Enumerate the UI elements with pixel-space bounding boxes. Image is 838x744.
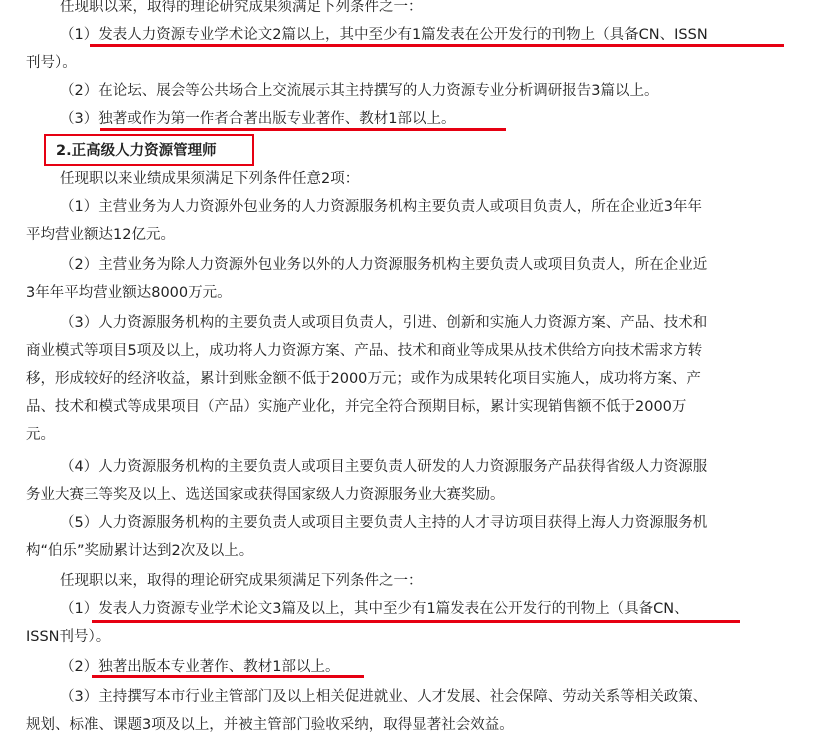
paragraph-theory-intro-2: 任现职以来，取得的理论研究成果须满足下列条件之一： bbox=[60, 573, 423, 589]
item-2-reports: （2）在论坛、展会等公共场合上交流展示其主持撰写的人力资源专业分析调研报告3篇以上。 bbox=[60, 83, 659, 99]
item-1-papers: （1）发表人力资源专业学术论文2篇以上，其中至少有1篇发表在公开发行的刊物上（具备CN、ISSN bbox=[60, 27, 708, 43]
perf-item-3-line2: 商业模式等项目5项及以上，成功将人力资源方案、产品、技术和商业等成果从技术供给方向技术需求方转 bbox=[26, 343, 703, 359]
theory-item-1: （1）发表人力资源专业学术论文3篇及以上，其中至少有1篇发表在公开发行的刊物上（具备CN、 bbox=[60, 601, 689, 617]
perf-item-5-cont: 构“伯乐”奖励累计达到2次及以上。 bbox=[26, 543, 254, 559]
perf-item-4-cont: 务业大赛三等奖及以上、选送国家或获得国家级人力资源服务业大赛奖励。 bbox=[26, 487, 505, 503]
perf-item-1: （1）主营业务为人力资源外包业务的人力资源服务机构主要负责人或项目负责人，所在企业近3年年 bbox=[60, 199, 702, 215]
perf-item-3-line3: 移，形成较好的经济收益，累计到账金额不低于2000万元；或作为成果转化项目实施人，成功将方案、产 bbox=[26, 371, 701, 387]
paragraph-theory-intro-1: 任现职以来，取得的理论研究成果须满足下列条件之一： bbox=[60, 0, 423, 15]
perf-item-1-cont: 平均营业额达12亿元。 bbox=[26, 227, 175, 243]
theory-item-3: （3）主持撰写本市行业主管部门及以上相关促进就业、人才发展、社会保障、劳动关系等相关政策、 bbox=[60, 689, 708, 705]
perf-item-5: （5）人力资源服务机构的主要负责人或项目主要负责人主持的人才寻访项目获得上海人力资源服务机 bbox=[60, 515, 708, 531]
perf-item-4: （4）人力资源服务机构的主要负责人或项目主要负责人研发的人力资源服务产品获得省级人力资源服 bbox=[60, 459, 708, 475]
theory-item-2: （2）独著出版本专业著作、教材1部以上。 bbox=[60, 659, 340, 675]
section-heading: 2.正高级人力资源管理师 bbox=[56, 143, 217, 159]
red-underline-mark bbox=[100, 128, 506, 131]
item-1-papers-cont: 刊号）。 bbox=[26, 55, 77, 71]
paragraph-performance-intro: 任现职以来业绩成果须满足下列条件任意2项： bbox=[60, 171, 360, 187]
red-underline-mark bbox=[92, 620, 740, 623]
red-underline-mark bbox=[90, 44, 784, 47]
red-highlight-box bbox=[44, 134, 254, 166]
theory-item-3-cont: 规划、标准、课题3项及以上，并被主管部门验收采纳，取得显著社会效益。 bbox=[26, 717, 514, 733]
perf-item-2: （2）主营业务为除人力资源外包业务以外的人力资源服务机构主要负责人或项目负责人，所在企业近 bbox=[60, 257, 708, 273]
item-3-books: （3）独著或作为第一作者合著出版专业著作、教材1部以上。 bbox=[60, 111, 456, 127]
perf-item-3-line4: 品、技术和模式等成果项目（产品）实施产业化，并完全符合预期目标，累计实现销售额不低于2000万 bbox=[26, 399, 687, 415]
theory-item-1-cont: ISSN刊号）。 bbox=[26, 629, 111, 645]
perf-item-3-line5: 元。 bbox=[26, 427, 55, 443]
perf-item-3: （3）人力资源服务机构的主要负责人或项目负责人，引进、创新和实施人力资源方案、产品、技术和 bbox=[60, 315, 708, 331]
red-underline-mark bbox=[92, 675, 364, 678]
perf-item-2-cont: 3年年平均营业额达8000万元。 bbox=[26, 285, 232, 301]
